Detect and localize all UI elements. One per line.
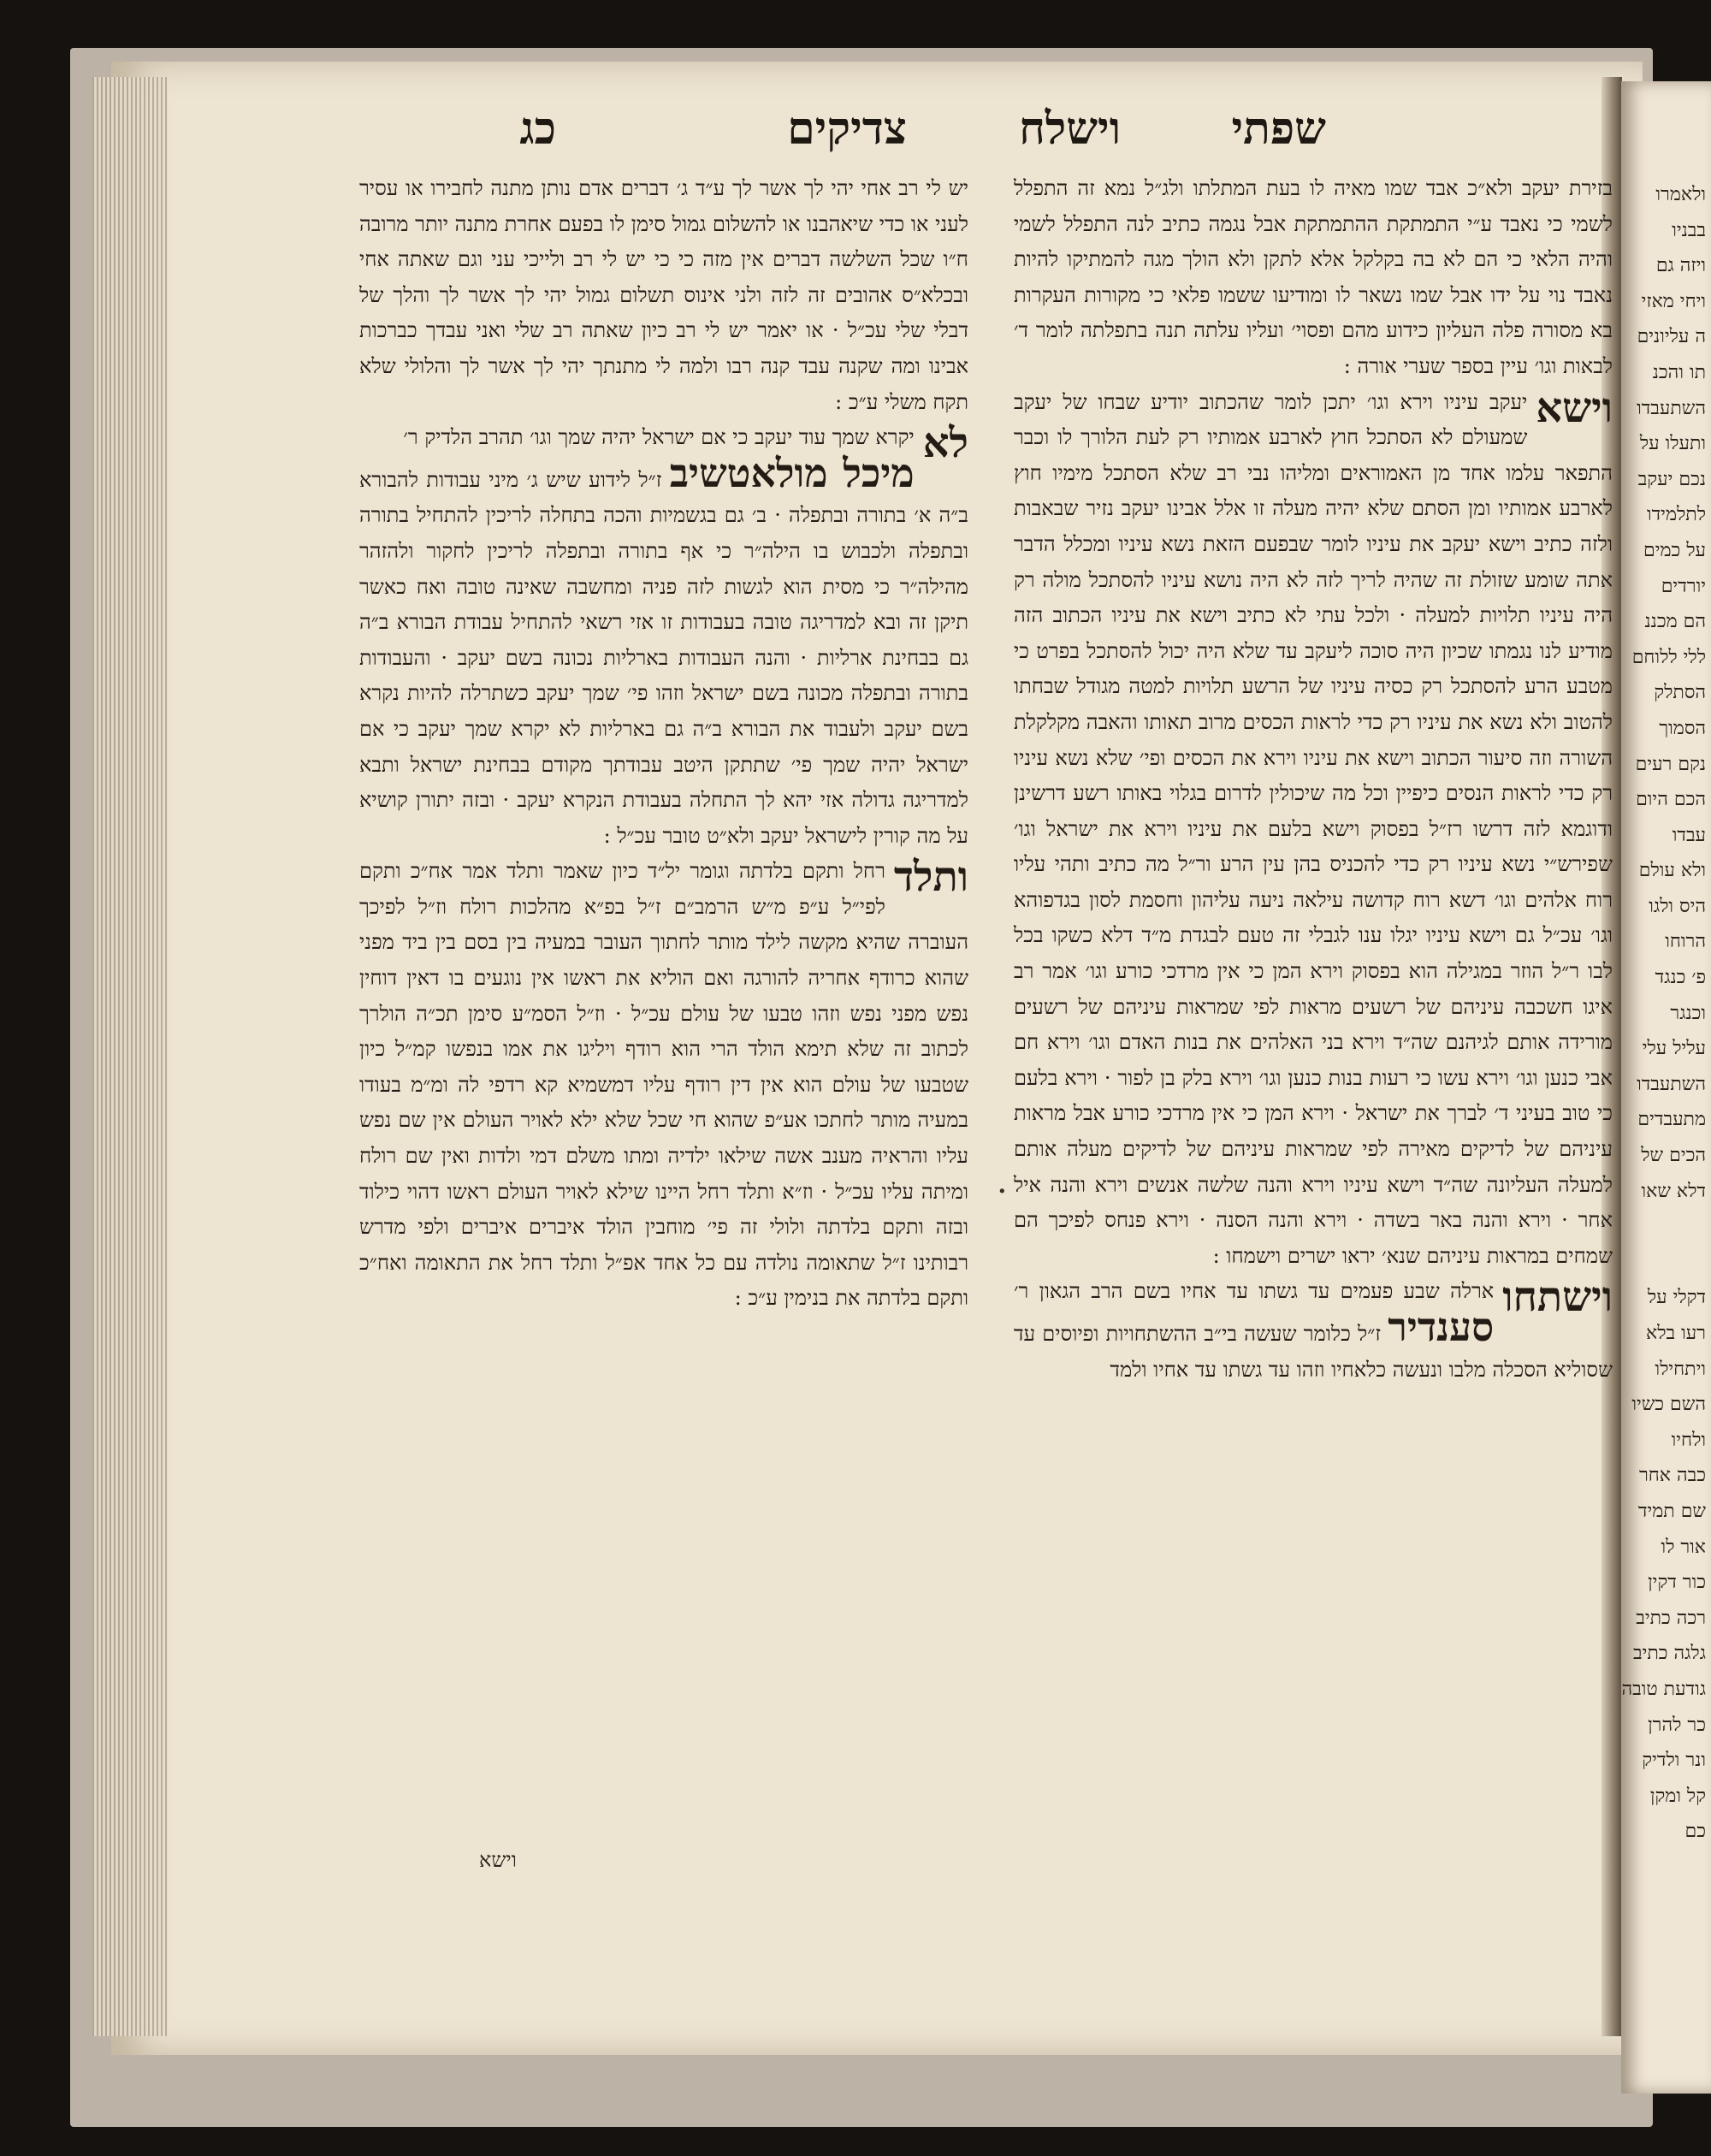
left-column <box>359 171 968 1317</box>
right-page-line: הסתלק <box>1654 682 1706 704</box>
right-page-line: השם כשיו <box>1631 1394 1706 1416</box>
right-page-line: הכם היום <box>1636 789 1706 811</box>
right-page <box>1621 81 1711 2094</box>
right-page-line: על כמים <box>1643 539 1706 561</box>
right-page-line: דלא שאו <box>1641 1180 1706 1202</box>
right-page-line <box>1621 1209 1711 1245</box>
right-page-line: בבניו <box>1672 219 1706 241</box>
right-page-line: ולא עולם <box>1638 860 1706 882</box>
header-word-1: שפתי <box>1231 103 1326 155</box>
right-page-line: יורדים <box>1661 575 1706 597</box>
right-page-line: השתעבדו <box>1637 397 1706 419</box>
right-page-line: כבה אחר <box>1638 1465 1706 1487</box>
lead-word: ותלד <box>893 853 968 902</box>
right-page-line: הכים של <box>1641 1145 1706 1167</box>
right-column <box>1014 171 1613 1388</box>
right-page-line: ויחי מאזי <box>1641 290 1706 312</box>
right-page-line: השתעבדו <box>1637 1073 1706 1095</box>
right-page-line: כור דקין <box>1648 1572 1706 1594</box>
column-mark: · <box>997 1172 1008 1211</box>
right-page-line: גלגה כתיב <box>1632 1643 1706 1665</box>
right-page-line: קל ומקן <box>1649 1785 1706 1807</box>
header-word-3: צדיקים <box>787 103 907 155</box>
right-page-line: לתלמידו <box>1646 504 1706 526</box>
right-page-line: גודעת טובה <box>1621 1678 1706 1700</box>
right-page-line: ויתחילו <box>1655 1358 1706 1380</box>
right-page-line: תו והכנ <box>1652 361 1706 383</box>
right-page-line: ולחיו <box>1671 1429 1706 1451</box>
right-page-line: מתעבדים <box>1637 1109 1706 1131</box>
right-page-line: ויזה גם <box>1655 255 1706 277</box>
paragraph <box>1014 1274 1613 1388</box>
paragraph <box>359 854 968 1317</box>
right-page-line: ללי ללוחם <box>1631 646 1706 668</box>
paragraph-text: יעקב עיניו וירא וגו׳ יתכן לומר שהכתוב יודיע שבחו של יעקב שמעולם לא הסתכל חוץ לארבע אמותיו רק לעת הלורך לו וכבר התפאר עלמו אחד מן האמוראים ומליהו נבי רב שלא הסתכל מימיו חוץ לארבע אמותיו ומן הסתם שלא יהיה מעלה זו אלל אבינו יעקב נזיר שבאבות ולזה כתיב וישא יעקב את עיניו לומר שבפעם הזאת נשא עיניו ומכלל הדבר אתה שומע שזולת זה שהיה לריך לזה לא היה נושא עיניו להסתכל מולה רק היה עיניו תלויות למעלה · ולכל עתי לא כתיב וישא את עיניו הכתוב הזה מודיע לנו נגמתו שכיון היה סוכה ליעקב עד שלא היה יכול להסתכל בפרט כי מטבע הרע להסתכל רק כסיה עיניו של הרשע תלויות למטה מגודל שבחתו להטוב ולא נשא את עיניו רק כדי לראות הכסים מרוב תאותו והאבה מקלקלת השורה וזה סיעור הכתוב וישא את עיניו וירא את הכסים ופי׳ שלא נשא עיניו רק כדי לראות הנסים כיפיין וכל מה שיכולין לדרום בגלוי באותו רשע דרשינן ודוגמא לזה דרשו רז״ל בפסוק וישא בלעם את עיניו וירא את ישראל וגו׳ שפירש״י נשא עיניו רק כדי להכניס בהן עין הרע ור״ל מה כתיב ותהי עליו רוח אלהים וגו׳ דשא רוח קדושה עילאה ניעה עליהון וחסמת לסון בגדפוהא וגו׳ עכ״ל גם וישא עיניו יגלו ענו לגבלי זה טעם לבגדת מ״ד דלא כשקו בכל לבו ר״ל הוזר במגילה הוא בפסוק וירא המן כי אין מרדכי כורע וגו׳ אמר רב איגו חשכבה עיניהם של רשעים מראות לפי שמראות עיניהם של רשעים מורידה אותם לגיהנם שה״ד וירא בני האלהים את בנות האדם וגו׳ וירא חם אבי כנען וגו׳ וירא עשו כי רעות בנות כנען וגו׳ וירא בלק בן לפור · וירא בלעם כי טוב בעיני ד׳ לברך את ישראל · וירא המן כי אין מרדכי כורע אבל מראות עיניהם של לדיקים מאירה לפי שמראות עיניהם של לדיקים מעלה אותם למעלה העליונה שה״ד וישא עיניו וירא והנה שלשה אנשים וירא והנה איל אחר · וירא והנה באר בשדה · וירא והנה הסנה · וירא פנחס לפיכך הם שמחים במראות עיניהם שנא׳ יראו ישרים וישמחו : <box>1014 389 1613 1268</box>
lead-word: וישתחו <box>1502 1273 1613 1322</box>
paragraph-text: ז״ל לידוע שיש ג׳ מיני עבודות להבורא ב״ה א׳ בתורה ובתפלה · ב׳ גם בגשמיות והכה בתחלה לריכין להתחיל בתורה ובתפלה ולכבוש בו הילה״ר כי אף בתורה ובתפלה לריכין לחקור ולהזהר מהילה״ר כי מסית הוא לגשות לזה פניה ומחשבה שאינה טובה ואח כאשר תיקן זה ובא למדריגה טובה בעבודות זו אזי רשאי להתחיל עבודת הבורא ב״ה גם בבחינת ארליות · והנה העבודות בארליות נכונה בשם יעקב · והעבודות בתורה ובתפלה מכונה בשם ישראל וזהו פי׳ שמך יעקב כשתרלה להיות נקרא בשם יעקב ולעבוד את הבורא ב״ה גם בארליות לא יקרא שמך יעקב כי אם ישראל יהיה שמך פי׳ שתתקן היטב עבודתך מקודם בבחינת ישראל ותבא למדריגה גדולה אזי יהא לך התחלה בעבודת הנקרא יעקב · ובזה יתורן קושיא על מה קורין לישראל יעקב ולא״ט טובר עכ״ל : <box>359 467 968 848</box>
running-header <box>479 103 1352 171</box>
paragraph <box>1014 385 1613 1275</box>
right-page-line: הרוחו <box>1665 931 1706 953</box>
right-page-line: כם <box>1684 1821 1706 1843</box>
page-edges <box>92 77 168 2036</box>
right-page-line: עליל עלי <box>1642 1038 1706 1060</box>
right-page-line: פ׳ כנגד <box>1655 967 1706 989</box>
right-page-line: עבדו <box>1672 824 1706 846</box>
paragraph-text: ארלה שבע פעמים עד גשתו עד אחיו בשם הרב הגאון ר׳ <box>1014 1279 1495 1304</box>
paragraph-text: רחל ותקם בלדתה וגומר יל״ד כיון שאמר ותלד אמר אח״כ ותקם לפי״ל ע״פ מ״ש הרמב״ם ז״ל בפ״א מהלכות רולח וז״ל לפיכך העוברה שהיא מקשה לילד מותר לחתוך העובר במעיה בין בסם בין ביד מפני שהוא כרודף אחריה להורגה ואם הוליא את ראשו אין נוגעים בו דאין דוחין נפש מפני נפש וזהו טבעו של עולם עכ״ל · וז״ל הסמ״ע סימן תכ״ה הולרך לכתוב זה שלא תימא הולד הרי הוא רודף ויליגו את אמו בנפשו קמ״ל כיון שטבעו של עולם הוא אין דין רודף עליו דמשמיא קא רדפי לה ומ״מ בעודו במעיה מותר לחתכו אע״פ שהוא חי שכל שלא ילא לאויר העולם אין שם נפש עליו והראיה מענב אשה שילאו ילדיה ומתו משלם דמי ולדות ואין שם רולח ומיתה עליו עכ״ל · וז״א ותלד רחל היינו שילא לאויר העולם ראשו דהוי כילוד ובזה ותקם בלדתה ולולי זה פי׳ מוחבין הולד איברים איברים ולפי מדרש רבותינו ז״ל שתאומה נולדה עם כל אחד אפ״ל ותלד רחל את התאומה ואח״כ ותקם בלדתה את בנימין ע״כ : <box>359 859 968 1311</box>
paragraph: בזירת יעקב ולא״כ אבד שמו מאיה לו בעת המתלתו ולג״ל נמא זה התפלל לשמי כי נאבד ע״י התמתקת ההתמתקת אבל נגמה כתיב לנה התפלל לשמי והיה הלאי כי הם לא בה בקלקל אלא לתקן ולא הולך מגה להמתיקו להיות נאבד נוי על ידו אבל שמו נשאר לו ומודיעו ששמו פלאי כי מקורות העקרות בא מסורה פלה העליון כידוע מהם ופסוי׳ ועליו עלתה תנה בתפלתה לומר ד׳ לבאות וגו׳ עיין בספר שערי אורה : <box>1014 176 1613 378</box>
right-page-line: וכנגר <box>1670 1002 1706 1024</box>
right-page-line: דקלי על <box>1647 1287 1706 1309</box>
right-page-line <box>1621 1245 1711 1281</box>
right-page-line: שם תמיד <box>1637 1500 1706 1522</box>
right-page-line: ה עליונים <box>1637 326 1706 348</box>
right-page-line: הסמוך <box>1659 717 1706 739</box>
paragraph: יש לי רב אחי יהי לך אשר לך ע״ד ג׳ דברים אדם נותן מתנה לחבירו או עסיר לעני או כדי שיאהבנו או להשלום גמול סימן לו בפעם אחרת מתנה יותר מרובה ח״ו שכל השלשה דברים אין מזה כי כי יש לי רב ולייכי עני וגם שאתה אחי ובכלא״ס אהובים זה לזה ולני אינוס תשלום גמול יהי לך אשר לך והלך של דבלי שלי עכ״ל · או יאמר יש לי רב כיון שאתה רב שלי ואני עבדך כברכות אבינו ומה שקנה עבד קנה רבו ולמה לי מתנתך יהי לך אשר לך והלולי שלא תקח משלי ע״כ : <box>359 176 968 414</box>
right-page-line: רכה כתיב <box>1636 1607 1706 1629</box>
right-page-line: רעו בלא <box>1646 1323 1706 1344</box>
right-page-line: נקם רעים <box>1635 753 1706 775</box>
paragraph-text: ז״ל כלומר שעשה בי״ב ההשתחויות ופיוסים עד שסוליא הסכלה מלבו ונעשה כלאחיו וזהו עד גשתו עד אחיו ולמד <box>1014 1322 1613 1382</box>
lead-word: לא <box>922 419 968 468</box>
right-page-line: היס ולגו <box>1649 895 1706 917</box>
lead-word: וישא <box>1536 383 1613 432</box>
header-word-2: וישלח <box>1019 103 1121 155</box>
paragraph-text: יקרא שמך עוד יעקב כי אם ישראל יהיה שמך וגו׳ תהרב הלדיק ר׳ <box>403 425 915 450</box>
catchword: וישא <box>479 1848 517 1872</box>
right-page-line: כר להרן <box>1648 1714 1706 1736</box>
right-page-line: ותעלו על <box>1639 433 1706 455</box>
right-page-line: ולאמרו <box>1655 184 1706 205</box>
right-page-line: ונר ולדיק <box>1642 1750 1706 1772</box>
right-page-line: הם מכננ <box>1644 611 1706 633</box>
paragraph <box>359 420 968 854</box>
right-page-line: נכם יעקב <box>1637 468 1706 490</box>
rabbi-name: סענדיר <box>1388 1304 1495 1350</box>
page-number: כג <box>519 103 556 155</box>
rabbi-name: מיכל מולאטשיב <box>669 449 915 496</box>
right-page-line: אור לו <box>1661 1536 1706 1558</box>
